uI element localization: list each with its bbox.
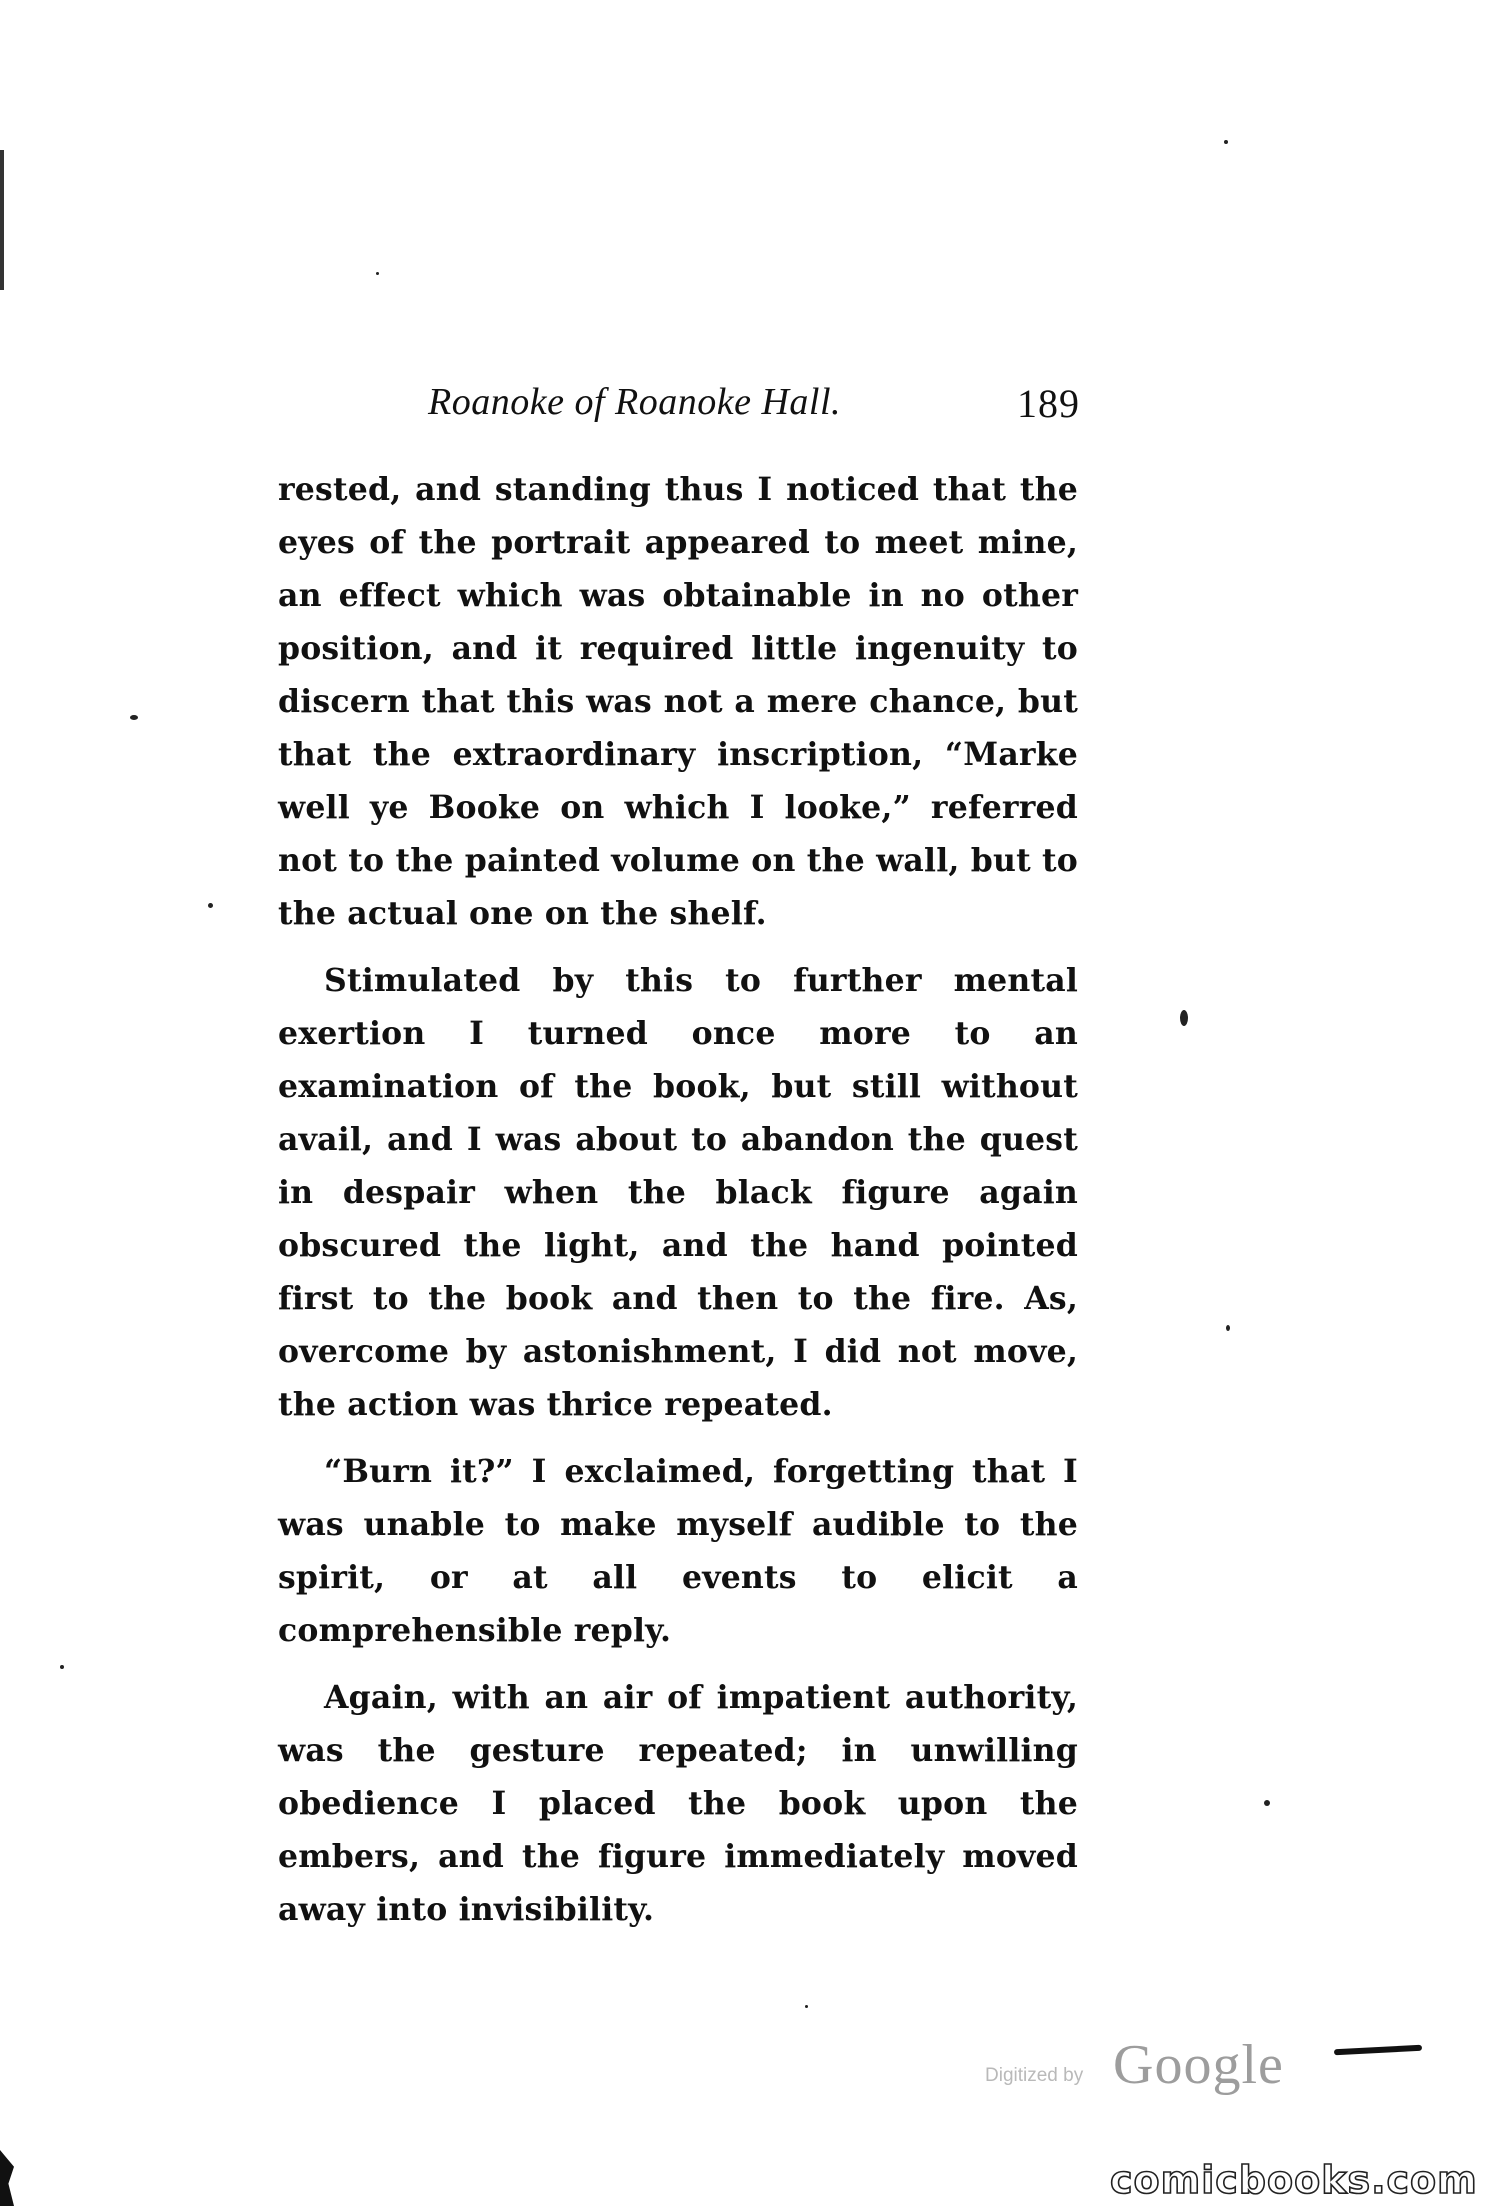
digitized-stamp xyxy=(985,2035,1325,2105)
scan-corner-mark xyxy=(0,2150,14,2206)
google-logo: Google xyxy=(1113,2034,1284,2096)
dust-speck xyxy=(130,715,138,720)
digitized-label: Digitized by xyxy=(985,2065,1084,2086)
dust-speck xyxy=(376,272,379,275)
dust-speck xyxy=(805,2005,808,2008)
dust-speck xyxy=(208,903,213,908)
paragraph: Again, with an air of impatient authority, was the gesture repeated; in unwilling obedience I placed the book upon the embers, and the figure immediately moved away into invisibility. xyxy=(278,1679,1078,1928)
dust-speck xyxy=(60,1665,64,1669)
page-number: 189 xyxy=(1017,381,1080,426)
running-head xyxy=(400,380,1090,430)
scan-ink-mark xyxy=(1334,2045,1422,2056)
body-text xyxy=(278,463,1078,1950)
paragraph: “Burn it?” I exclaimed, forgetting that I was unable to make myself audible to the spirit, or at all events to elicit a comprehensible reply. xyxy=(278,1453,1078,1649)
paragraph: rested, and standing thus I noticed that the eyes of the portrait appeared to meet mine, an effect which was obtainable in no other position, and it required little ingenuity to discern that this was not a mere chance, but that the extraordinary inscription, “Marke well ye Booke on which I looke,” referred not to the painted volume on the wall, but to the actual one on the shelf. xyxy=(278,471,1078,932)
running-title: Roanoke of Roanoke Hall. xyxy=(428,381,842,423)
dust-speck xyxy=(1226,1325,1230,1331)
dust-speck xyxy=(1224,140,1228,144)
paragraph: Stimulated by this to further mental exertion I turned once more to an examination of the book, but still without avail, and I was about to abandon the quest in despair when the black figure again obscured the light, and the hand pointed first to the book and then to the fire. As, overcome by astonishment, I did not move, the action was thrice repeated. xyxy=(278,962,1078,1423)
dust-speck xyxy=(1264,1800,1270,1806)
scan-edge-mark xyxy=(0,150,4,290)
dust-speck xyxy=(1180,1010,1188,1026)
site-watermark: comicbooks.com xyxy=(1110,2158,1478,2202)
